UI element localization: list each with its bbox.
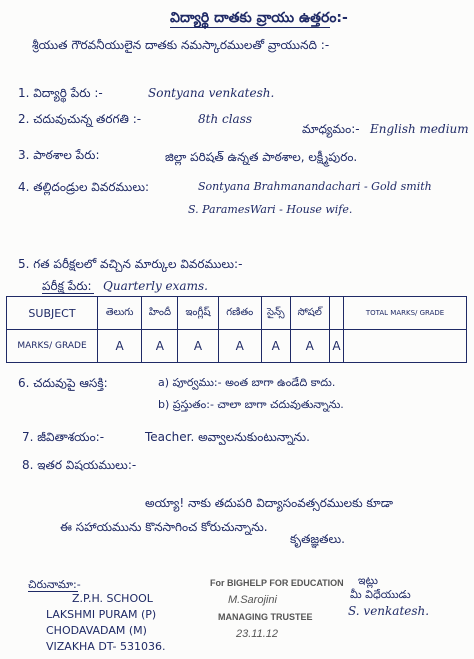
table-header-cell: గణితం <box>218 297 261 330</box>
item-6-label: 6. చదువుపై ఆసక్తి: <box>18 376 108 390</box>
table-grade-cell: A <box>261 330 290 363</box>
table-grade-cell: A <box>98 330 142 363</box>
exam-name-value: Quarterly exams. <box>103 279 208 293</box>
item-4-label: 4. తల్లిదండ్రుల వివరములు: <box>18 180 150 194</box>
item-2-medium-value: English medium <box>370 122 469 136</box>
table-header-cell: తెలుగు <box>98 297 142 330</box>
closing-line-2: ఈ సహాయమును కొనసాగించ కోరుచున్నాను. <box>60 520 268 534</box>
table-header-cell: సైన్స్ <box>261 297 290 330</box>
item-4-father: Sontyana Brahmanandachari - Gold smith <box>198 180 432 193</box>
item-7-label: 7. జీవితాశయం:- <box>22 430 105 444</box>
address-line-4: VIZAKHA DT- 531036. <box>46 640 166 653</box>
table-grade-cell: A <box>142 330 178 363</box>
address-line-3: CHODAVADAM (M) <box>46 624 147 637</box>
table-header-cell: ఇంగ్లీష్ <box>178 297 218 330</box>
title-underline <box>170 27 330 28</box>
table-header-cell-total: TOTAL MARKS/ GRADE <box>344 297 467 330</box>
item-2-medium-label: మాధ్యమం:- <box>302 122 360 136</box>
table-grade-cell: A <box>218 330 261 363</box>
table-header-cell: SUBJECT <box>7 297 98 330</box>
item-7-value: Teacher. అవ్వాలనుకుంటున్నాను. <box>145 430 310 444</box>
table-row-label: MARKS/ GRADE <box>7 330 98 363</box>
address-line-2: LAKSHMI PURAM (P) <box>46 608 157 621</box>
item-6-now: b) ప్రస్తుతం:- చాలా బాగా చదువుతున్నాను. <box>158 398 344 411</box>
address-label: చిరునామా:- <box>28 578 81 591</box>
table-header-cell <box>329 297 343 330</box>
item-6-before: a) పూర్వము:- అంత బాగా ఉండేది కాదు. <box>158 376 336 389</box>
salutation: శ్రీయుత గౌరవనీయులైన దాతకు నమస్కారములతో వ్రాయునది :- <box>32 38 330 52</box>
item-4-mother: S. ParamesWari - House wife. <box>188 203 353 216</box>
table-grade-cell <box>344 330 467 363</box>
page-title: విద్యార్థి దాతకు వ్రాయు ఉత్తరం:- <box>170 10 348 26</box>
item-1-value: Sontyana venkatesh. <box>148 86 275 100</box>
exam-name-label: పరీక్ష పేరు: <box>42 279 92 293</box>
item-5-label: 5. గత పరీక్షలలో వచ్చిన మార్కుల వివరములు:- <box>18 257 243 271</box>
address-label-underline <box>28 591 78 592</box>
table-grade-cell: A <box>290 330 329 363</box>
item-1-label: 1. విద్యార్థి పేరు :- <box>18 86 103 100</box>
signoff-line-2: మీ విధేయుడు <box>350 588 411 601</box>
table-header-cell: సోషల్ <box>290 297 329 330</box>
stamp-name: M.Sarojini <box>228 594 277 606</box>
item-2-label: 2. చదువుచున్న తరగతి :- <box>18 112 142 126</box>
stamp-date: 23.11.12 <box>236 628 279 640</box>
signoff-name: S. venkatesh. <box>348 604 430 618</box>
table-grade-cell: A <box>329 330 343 363</box>
exam-label-underline <box>42 293 94 294</box>
stamp-org: For BIGHELP FOR EDUCATION <box>210 578 344 588</box>
closing-line-3: కృతజ్ఞతలు. <box>290 532 345 546</box>
marks-table-row <box>7 330 467 363</box>
table-grade-cell: A <box>178 330 218 363</box>
signoff-line-1: ఇట్లు <box>358 574 378 587</box>
closing-line-1: అయ్యా! నాకు తదుపరి విద్యాసంవత్సరములకు కూడా <box>145 496 393 510</box>
marks-table-header-row <box>7 297 467 330</box>
item-3-label: 3. పాఠశాల పేరు: <box>18 148 100 162</box>
marks-table <box>6 296 467 363</box>
stamp-title: MANAGING TRUSTEE <box>218 612 313 622</box>
item-8-label: 8. ఇతర విషయములు:- <box>22 458 137 472</box>
table-header-cell: హిందీ <box>142 297 178 330</box>
address-line-1: Z.P.H. SCHOOL <box>72 592 153 605</box>
item-2-value: 8th class <box>198 112 253 126</box>
item-3-value: జిల్లా పరిషత్ ఉన్నత పాఠశాల, లక్ష్మీపురం. <box>165 150 358 164</box>
